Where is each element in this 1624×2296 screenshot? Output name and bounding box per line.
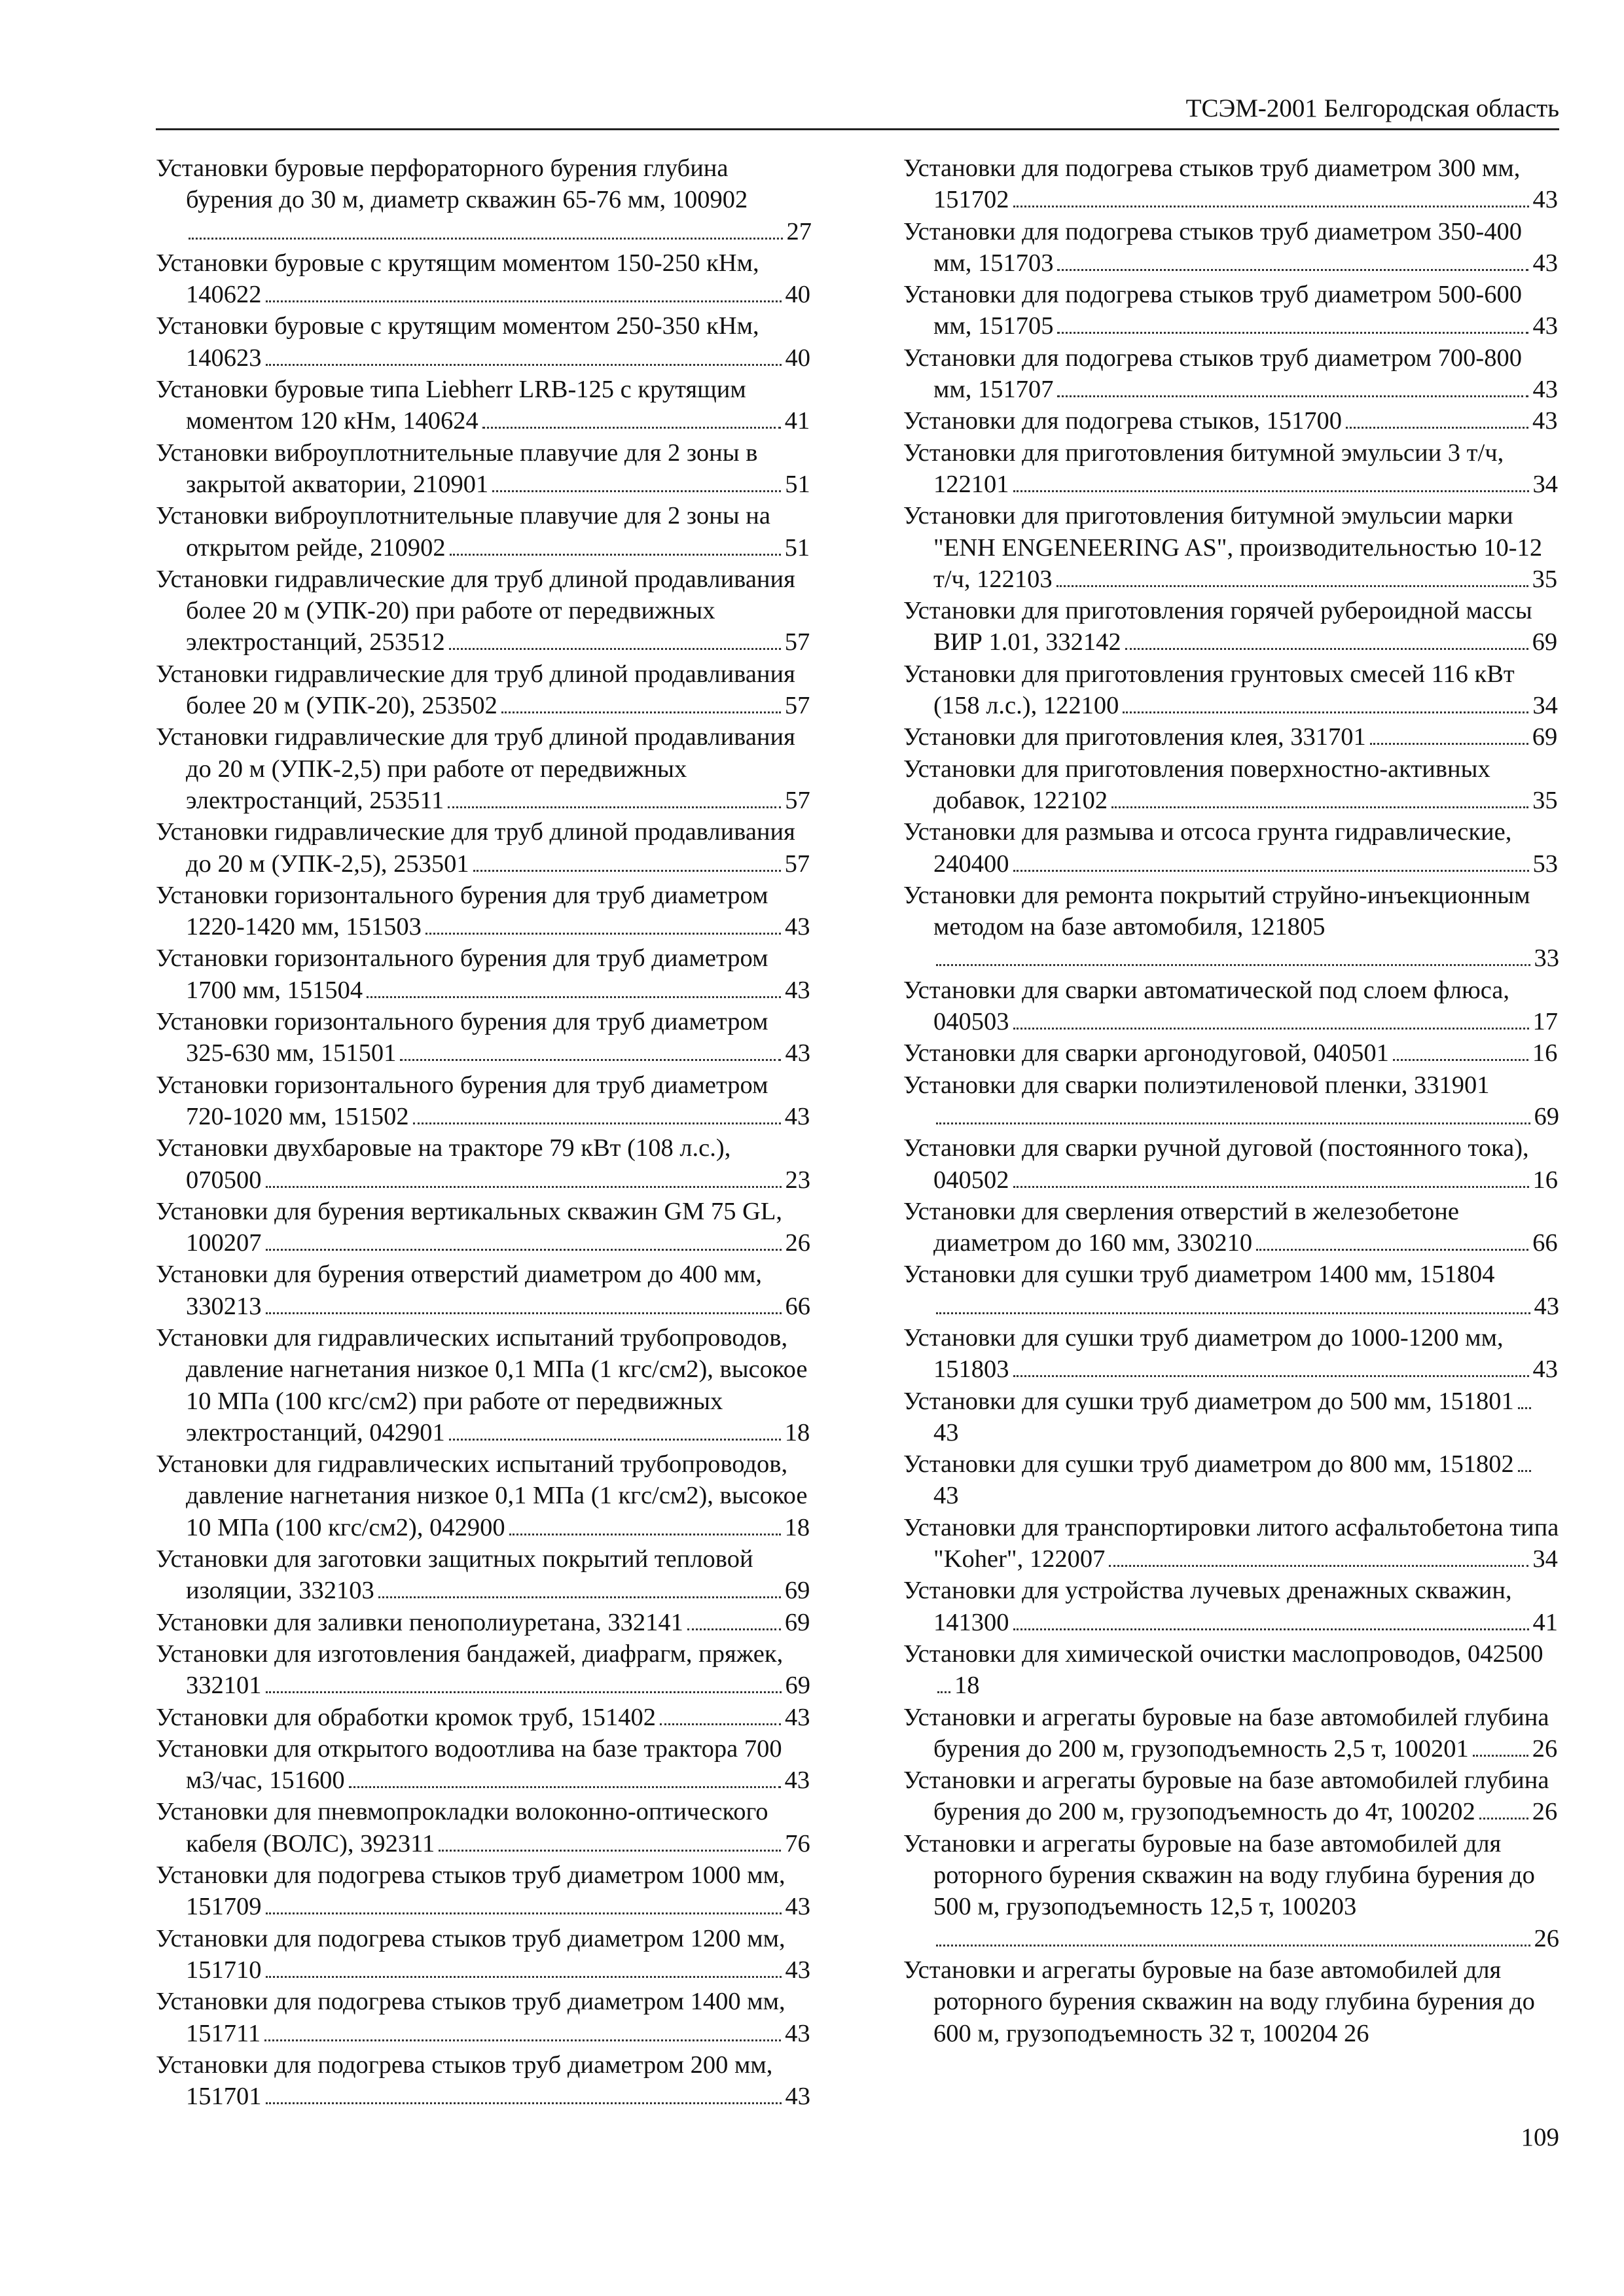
dot-leader xyxy=(266,1312,782,1314)
index-entry xyxy=(903,279,1559,342)
index-entry-text: Установки буровые перфораторного бурения глубина бурения до 30 м, диаметр скважин 65-76 мм, 100902 xyxy=(156,154,748,214)
index-entry xyxy=(903,1037,1559,1069)
index-entry-text: Установки и агрегаты буровые на базе автомобилей глубина бурения до 200 м, грузоподъемность до 4т, 100202 xyxy=(903,1767,1549,1826)
index-entry-page: 23 xyxy=(785,1166,810,1194)
index-column-left xyxy=(156,152,812,2112)
dot-leader xyxy=(1111,806,1528,808)
dot-leader xyxy=(1057,395,1528,397)
index-entry xyxy=(156,1733,812,1797)
index-entry xyxy=(156,721,812,816)
index-entry xyxy=(903,1386,1559,1449)
index-entry-text: Установки для устройства лучевых дренажных скважин, 141300 xyxy=(903,1577,1512,1636)
index-entry-text: Установки для приготовления битумной эмульсии 3 т/ч, 122101 xyxy=(903,439,1504,498)
dot-leader xyxy=(1013,206,1529,207)
index-entry-page: 40 xyxy=(785,344,810,372)
index-entry xyxy=(903,152,1559,216)
index-entry xyxy=(903,216,1559,279)
index-entry-text: Установки для сушки труб диаметром до 800 мм, 151802 xyxy=(903,1450,1514,1479)
index-entry-page: 18 xyxy=(784,1418,810,1446)
index-entry xyxy=(903,1132,1559,1196)
index-entry-text: Установки для бурения отверстий диаметром до 400 мм, 330213 xyxy=(156,1261,763,1320)
index-entry xyxy=(903,437,1559,501)
dot-leader xyxy=(936,1312,1530,1314)
index-entry-page: 69 xyxy=(1534,1102,1559,1130)
index-entry xyxy=(903,880,1559,975)
index-entry-text: Установки для ремонта покрытий струйно-инъекционным методом на базе автомобиля, 121805 xyxy=(903,881,1530,941)
index-entry-page: 43 xyxy=(785,1039,810,1067)
index-entry-page: 43 xyxy=(933,1482,959,1510)
index-entry-page: 35 xyxy=(1532,786,1558,814)
dot-leader xyxy=(1346,427,1528,429)
index-entry-page: 43 xyxy=(1532,312,1558,340)
index-entry-page: 43 xyxy=(785,1703,810,1731)
index-entry-page: 69 xyxy=(1532,628,1558,656)
index-entry-text: Установки для сварки аргонодуговой, 040501 xyxy=(903,1039,1389,1067)
index-entry-page: 26 xyxy=(1534,1924,1559,1952)
dot-leader xyxy=(266,1186,782,1188)
index-entry-page: 34 xyxy=(1532,692,1558,720)
index-entry xyxy=(156,880,812,943)
dot-leader xyxy=(349,1786,781,1788)
index-entry xyxy=(903,816,1559,880)
dot-leader xyxy=(400,1059,781,1061)
dot-leader xyxy=(266,2102,782,2104)
index-entry-page: 26 xyxy=(1532,1734,1558,1763)
index-entry-text: Установки для сварки полиэтиленовой пленки, 331901 xyxy=(903,1071,1490,1099)
index-entry-text: Установки для подогрева стыков труб диаметром 300 мм, 151702 xyxy=(903,154,1521,214)
index-entry xyxy=(156,152,812,247)
running-header xyxy=(156,92,1559,130)
dot-leader xyxy=(936,1945,1530,1946)
index-entry xyxy=(156,374,812,437)
index-entry-page: 43 xyxy=(1532,1355,1558,1384)
index-entry-text: Установки для приготовления битумной эмульсии марки "ENH ENGENEERING AS", производительностью 10-12 т/ч, 122103 xyxy=(903,502,1543,593)
dot-leader xyxy=(482,427,781,429)
dot-leader xyxy=(1123,711,1528,713)
index-entry-page: 43 xyxy=(1532,249,1558,277)
index-entry xyxy=(156,1923,812,1986)
dot-leader xyxy=(266,1912,782,1914)
index-entry-text: Установки и агрегаты буровые на базе автомобилей для роторного бурения скважин на воду глубина бурения до 500 м, грузоподъемность 12,5 т, 100203 xyxy=(903,1829,1535,1921)
index-entry-text: Установки для подогрева стыков труб диаметром 1000 мм, 151709 xyxy=(156,1861,785,1921)
index-entry-text: Установки горизонтального бурения для труб диаметром 720-1020 мм, 151502 xyxy=(156,1071,768,1130)
index-entry-text: Установки для гидравлических испытаний трубопроводов, давление нагнетания низкое 0,1 МПа (1 кгс/см2), высокое 10 МПа (100 кгс/см2), 042900 xyxy=(156,1450,808,1541)
index-entry-page: 53 xyxy=(1532,850,1558,878)
index-column-right xyxy=(903,152,1559,2049)
index-entry-text: Установки горизонтального бурения для труб диаметром 325-630 мм, 151501 xyxy=(156,1008,768,1067)
dot-leader xyxy=(450,554,781,556)
index-entry-text: Установки и агрегаты буровые на базе автомобилей для роторного бурения скважин на воду глубина бурения до 600 м, грузоподъемность 32 т, 100204 xyxy=(903,1956,1535,2047)
index-entry xyxy=(903,1069,1559,1133)
index-entry-page: 51 xyxy=(784,533,810,562)
index-entry xyxy=(903,1702,1559,1765)
dot-leader xyxy=(1109,1565,1528,1567)
index-entry-text: Установки гидравлические для труб длиной продавливания более 20 м (УПК-20) при работе от передвижных электростанций, 253512 xyxy=(156,565,795,656)
index-entry-text: Установки для сушки труб диаметром до 500 мм, 151801 xyxy=(903,1387,1514,1415)
index-entry xyxy=(156,1322,812,1448)
index-entry-text: Установки горизонтального бурения для труб диаметром 1700 мм, 151504 xyxy=(156,944,768,1004)
index-entry xyxy=(156,1196,812,1259)
index-entry-page: 41 xyxy=(1532,1608,1558,1636)
index-entry-text: Установки двухбаровые на тракторе 79 кВт (108 л.с.), 070500 xyxy=(156,1134,731,1194)
index-entry xyxy=(156,310,812,374)
dot-leader xyxy=(1013,1028,1529,1030)
index-entry-text: Установки для изготовления бандажей, диафрагм, пряжек, 332101 xyxy=(156,1640,784,1700)
index-entry-page: 40 xyxy=(785,281,810,309)
index-entry-page: 57 xyxy=(784,692,810,720)
index-entry-page: 43 xyxy=(784,913,810,941)
dot-leader xyxy=(266,1691,782,1693)
dot-leader xyxy=(1013,490,1529,492)
index-entry xyxy=(156,564,812,658)
dot-leader xyxy=(449,648,781,650)
header-title: ТСЭМ-2001 Белгородская область xyxy=(1185,94,1559,122)
index-entry xyxy=(156,1986,812,2049)
index-entry xyxy=(903,405,1559,437)
index-entry-text: Установки для заливки пенополиуретана, 332141 xyxy=(156,1608,683,1636)
index-entry xyxy=(156,1607,812,1638)
index-entry-text: Установки для сварки ручной дуговой (постоянного тока), 040502 xyxy=(903,1134,1529,1194)
index-entry xyxy=(903,500,1559,595)
dot-leader xyxy=(448,806,781,808)
index-entry xyxy=(156,437,812,501)
index-entry-text: Установки для сушки труб диаметром до 1000-1200 мм, 151803 xyxy=(903,1323,1504,1384)
index-entry-page: 27 xyxy=(786,217,812,245)
index-entry-text: Установки для подогрева стыков труб диаметром 1200 мм, 151710 xyxy=(156,1924,785,1984)
index-entry-text: Установки для приготовления грунтовых смесей 116 кВт (158 л.с.), 122100 xyxy=(903,660,1515,720)
dot-leader xyxy=(1479,1818,1528,1820)
dot-leader xyxy=(1370,743,1528,745)
index-entry-text: Установки буровые с крутящим моментом 150-250 кНм, 140622 xyxy=(156,249,759,309)
dot-leader xyxy=(501,711,781,713)
index-entry-text: Установки для подогрева стыков труб диаметром 700-800 мм, 151707 xyxy=(903,344,1522,404)
index-entry-page: 43 xyxy=(784,1102,810,1130)
dot-leader xyxy=(1057,269,1528,271)
dot-leader xyxy=(189,238,783,240)
index-entry-page: 57 xyxy=(784,628,810,656)
dot-leader xyxy=(266,364,782,366)
dot-leader xyxy=(687,1628,781,1630)
dot-leader xyxy=(1393,1059,1528,1061)
index-entry-page: 43 xyxy=(1532,186,1558,214)
index-entry-text: Установки для подогрева стыков труб диаметром 350-400 мм, 151703 xyxy=(903,217,1522,277)
index-entry-text: Установки гидравлические для труб длиной продавливания более 20 м (УПК-20), 253502 xyxy=(156,660,795,720)
dot-leader xyxy=(1013,1628,1529,1630)
dot-leader xyxy=(660,1723,781,1725)
index-entry-page: 34 xyxy=(1532,470,1558,498)
index-entry xyxy=(156,942,812,1006)
dot-leader xyxy=(937,1691,950,1693)
index-entry-page: 41 xyxy=(784,407,810,435)
index-entry xyxy=(156,1259,812,1322)
index-entry xyxy=(156,1543,812,1607)
dot-leader xyxy=(1013,1375,1529,1377)
index-entry xyxy=(156,247,812,311)
index-entry-text: Установки для размыва и отсоса грунта гидравлические, 240400 xyxy=(903,818,1512,878)
index-entry xyxy=(903,1954,1559,2049)
index-entry-page: 43 xyxy=(933,1418,959,1446)
dot-leader xyxy=(1518,1407,1531,1409)
index-entry-text: Установки для сварки автоматической под слоем флюса, 040503 xyxy=(903,976,1510,1036)
index-entry xyxy=(156,1448,812,1543)
index-entry xyxy=(903,1638,1559,1702)
index-entry-text: Установки для подогрева стыков, 151700 xyxy=(903,407,1343,435)
index-entry-page: 26 xyxy=(785,1229,810,1257)
index-entry-text: Установки горизонтального бурения для труб диаметром 1220-1420 мм, 151503 xyxy=(156,881,768,941)
dot-leader xyxy=(449,1439,781,1441)
index-entry-text: Установки виброуплотнительные плавучие для 2 зоны в закрытой акватории, 210901 xyxy=(156,439,758,498)
index-entry xyxy=(156,1859,812,1923)
index-entry xyxy=(156,1132,812,1196)
index-entry xyxy=(156,816,812,880)
index-entry xyxy=(903,595,1559,658)
dot-leader xyxy=(509,1534,781,1535)
index-entry xyxy=(156,658,812,722)
index-entry-page: 17 xyxy=(1532,1008,1558,1036)
index-entry-text: Установки для подогрева стыков труб диаметром 200 мм, 151701 xyxy=(156,2051,773,2111)
index-entry-page: 33 xyxy=(1534,944,1559,973)
index-entry xyxy=(903,342,1559,406)
index-entry xyxy=(903,753,1559,817)
index-entry xyxy=(156,1006,812,1069)
index-entry-page: 76 xyxy=(785,1829,810,1857)
index-entry xyxy=(156,1638,812,1702)
index-entry-text: Установки для заготовки защитных покрытий тепловой изоляции, 332103 xyxy=(156,1545,753,1605)
dot-leader xyxy=(492,490,781,492)
index-entry-page: 69 xyxy=(1532,723,1558,751)
index-entry-text: Установки гидравлические для труб длиной продавливания до 20 м (УПК-2,5), 253501 xyxy=(156,818,795,878)
index-entry-text: Установки для гидравлических испытаний трубопроводов, давление нагнетания низкое 0,1 МПа (1 кгс/см2), высокое 10 МПа (100 кгс/см2) при работе от передвижных электростанций, 042901 xyxy=(156,1323,808,1446)
index-entry-text: Установки для приготовления горячей рубероидной массы ВИР 1.01, 332142 xyxy=(903,597,1532,656)
dot-leader xyxy=(1518,1470,1531,1472)
dot-leader xyxy=(367,996,781,998)
index-entry-text: Установки для бурения вертикальных скважин GM 75 GL, 100207 xyxy=(156,1197,783,1257)
index-entry xyxy=(156,1069,812,1133)
index-entry-page: 26 xyxy=(1344,2019,1369,2047)
index-entry-text: Установки для приготовления клея, 331701 xyxy=(903,723,1366,751)
index-entry-page: 66 xyxy=(1532,1229,1558,1257)
index-entry xyxy=(903,1196,1559,1259)
dot-leader xyxy=(266,1249,782,1251)
dot-leader xyxy=(1125,648,1528,650)
index-entry-page: 43 xyxy=(784,1767,810,1795)
index-entry-text: Установки для подогрева стыков труб диаметром 500-600 мм, 151705 xyxy=(903,281,1522,340)
index-entry-text: Установки для транспортировки литого асфальтобетона типа "Koher", 122007 xyxy=(903,1513,1559,1573)
index-entry-page: 43 xyxy=(785,1893,810,1921)
index-entry xyxy=(903,1448,1559,1512)
dot-leader xyxy=(264,2039,781,2041)
index-entry-page: 16 xyxy=(1532,1166,1558,1194)
index-entry-page: 66 xyxy=(785,1292,810,1320)
index-entry-text: Установки для сушки труб диаметром 1400 мм, 151804 xyxy=(903,1261,1495,1289)
index-entry-page: 57 xyxy=(784,850,810,878)
index-entry xyxy=(903,1512,1559,1575)
index-entry xyxy=(903,975,1559,1038)
dot-leader xyxy=(425,933,781,935)
index-entry xyxy=(156,2049,812,2113)
index-entry xyxy=(156,500,812,564)
index-entry xyxy=(903,658,1559,722)
index-entry-text: Установки виброуплотнительные плавучие для 2 зоны на открытом рейде, 210902 xyxy=(156,502,770,562)
dot-leader xyxy=(1013,870,1529,872)
dot-leader xyxy=(1013,1186,1529,1188)
dot-leader xyxy=(1056,585,1528,587)
index-entry-text: Установки для открытого водоотлива на базе трактора 700 м3/час, 151600 xyxy=(156,1734,782,1795)
index-entry-text: Установки для пневмопрокладки волоконно-оптического кабеля (ВОЛС), 392311 xyxy=(156,1798,768,1857)
index-entry xyxy=(156,1702,812,1733)
index-entry-text: Установки для сверления отверстий в железобетоне диаметром до 160 мм, 330210 xyxy=(903,1197,1459,1257)
dot-leader xyxy=(936,1122,1530,1124)
index-entry-text: Установки буровые с крутящим моментом 250-350 кНм, 140623 xyxy=(156,312,759,372)
index-entry-page: 43 xyxy=(785,2083,810,2111)
index-entry-text: Установки гидравлические для труб длиной продавливания до 20 м (УПК-2,5) при работе от передвижных электростанций, 253511 xyxy=(156,723,795,814)
index-entry xyxy=(903,1322,1559,1386)
index-entry-text: Установки для подогрева стыков труб диаметром 1400 мм, 151711 xyxy=(156,1988,785,2047)
index-entry-page: 35 xyxy=(1532,565,1558,593)
index-entry-page: 16 xyxy=(1532,1039,1558,1067)
index-entry-text: Установки для химической очистки маслопроводов, 042500 xyxy=(903,1640,1543,1668)
index-entry xyxy=(156,1796,812,1859)
index-entry xyxy=(903,1575,1559,1638)
index-entry-page: 18 xyxy=(954,1672,980,1700)
index-entry-page: 69 xyxy=(784,1608,810,1636)
index-entry xyxy=(903,1259,1559,1322)
index-entry-page: 43 xyxy=(785,1956,810,1984)
index-entry xyxy=(903,1828,1559,1954)
dot-leader xyxy=(413,1122,781,1124)
index-entry-text: Установки и агрегаты буровые на базе автомобилей глубина бурения до 200 м, грузоподъемность 2,5 т, 100201 xyxy=(903,1703,1549,1763)
dot-leader xyxy=(1473,1755,1528,1757)
dot-leader xyxy=(266,300,782,302)
dot-leader xyxy=(439,1850,781,1852)
index-entry-page: 43 xyxy=(1532,407,1558,435)
dot-leader xyxy=(378,1596,781,1598)
index-entry-page: 43 xyxy=(1532,376,1558,404)
dot-leader xyxy=(473,870,781,872)
index-entry-page: 43 xyxy=(1534,1292,1559,1320)
dot-leader xyxy=(936,964,1530,966)
page-number: 109 xyxy=(1521,2123,1559,2151)
index-entry-page: 51 xyxy=(785,470,810,498)
index-entry-text: Установки для приготовления поверхностно-активных добавок, 122102 xyxy=(903,755,1490,814)
dot-leader xyxy=(266,1976,782,1978)
index-entry-page: 26 xyxy=(1532,1798,1558,1826)
index-entry-page: 43 xyxy=(785,2019,810,2047)
index-entry-page: 69 xyxy=(784,1577,810,1605)
dot-leader xyxy=(1256,1249,1528,1251)
index-entry xyxy=(903,721,1559,753)
index-entry-page: 34 xyxy=(1532,1545,1558,1573)
index-entry xyxy=(903,1765,1559,1828)
index-entry-page: 57 xyxy=(785,786,810,814)
index-entry-text: Установки для обработки кромок труб, 151402 xyxy=(156,1703,657,1731)
index-entry-page: 69 xyxy=(785,1672,810,1700)
index-entry-page: 18 xyxy=(784,1513,810,1541)
dot-leader xyxy=(1057,332,1528,334)
index-entry-page: 43 xyxy=(785,976,810,1004)
index-entry-text: Установки буровые типа Liebherr LRB-125 с крутящим моментом 120 кНм, 140624 xyxy=(156,376,746,435)
